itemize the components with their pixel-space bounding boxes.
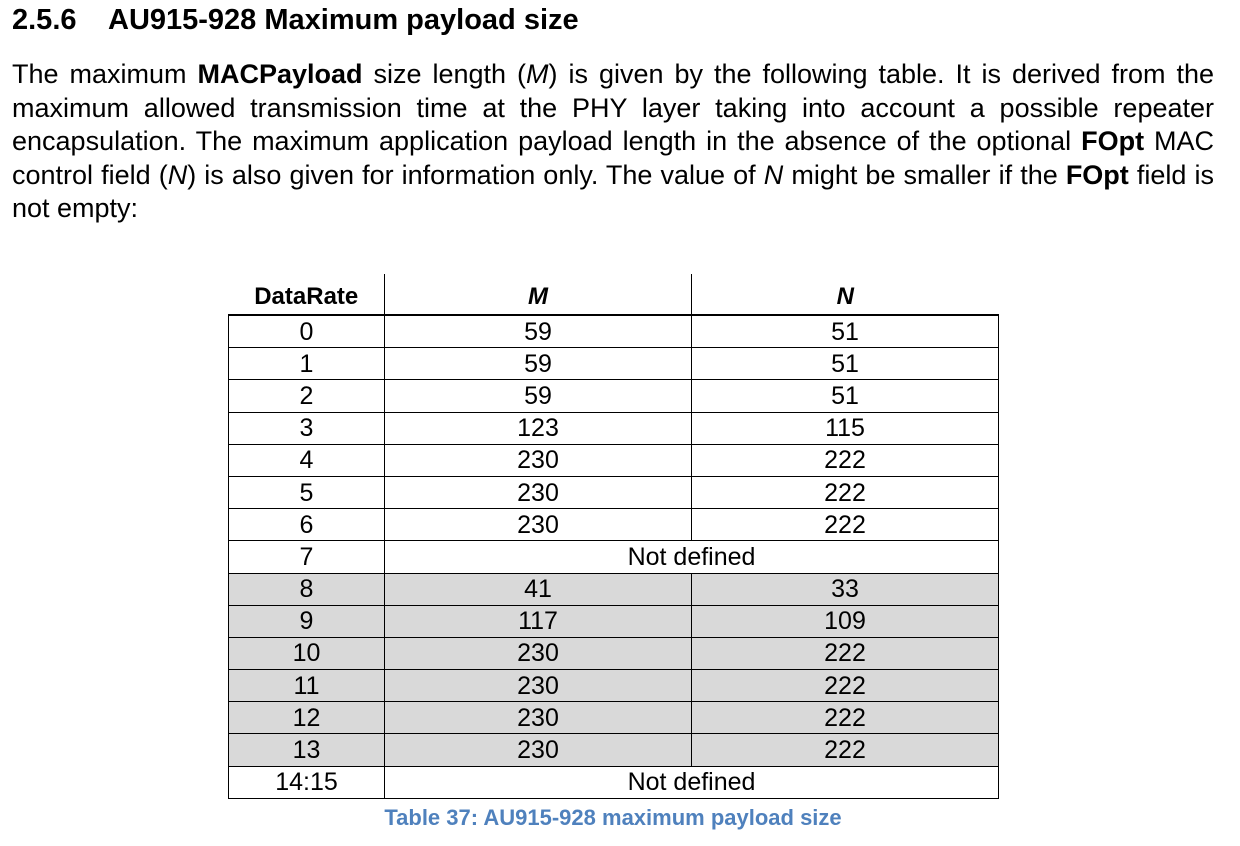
cell-datarate: 2 [229,380,385,412]
cell-m: 59 [385,348,692,380]
cell-m: 230 [385,476,692,508]
cell-n: 222 [692,476,999,508]
header-n: N [692,274,999,315]
para-italic-n: N [167,159,188,190]
cell-not-defined: Not defined [385,541,999,573]
cell-n: 115 [692,412,999,444]
cell-datarate: 3 [229,412,385,444]
table-row [229,766,999,798]
cell-n: 51 [692,315,999,348]
cell-m: 41 [385,573,692,605]
cell-datarate: 10 [229,637,385,669]
cell-datarate: 6 [229,509,385,541]
table-row [229,444,999,476]
cell-m: 230 [385,509,692,541]
cell-datarate: 8 [229,573,385,605]
cell-datarate: 11 [229,670,385,702]
header-datarate: DataRate [254,283,359,310]
cell-not-defined: Not defined [385,766,999,798]
cell-datarate: 12 [229,702,385,734]
cell-datarate: 0 [229,315,385,348]
cell-m: 230 [385,444,692,476]
cell-datarate: 14:15 [229,766,385,798]
para-text: might be smaller if the [783,159,1066,190]
table-row [229,476,999,508]
cell-n: 222 [692,702,999,734]
cell-n: 109 [692,605,999,637]
cell-n: 222 [692,637,999,669]
table-header-row [229,274,999,315]
cell-datarate: 7 [229,541,385,573]
para-text: ) is also given for information only. The value of [187,159,764,190]
para-italic-n: N [763,159,784,190]
table-row [229,541,999,573]
table-row [229,509,999,541]
para-italic-m: M [526,59,549,89]
cell-n: 33 [692,573,999,605]
table-row [229,412,999,444]
cell-datarate: 13 [229,734,385,766]
table-row [229,637,999,669]
header-m: M [385,274,692,315]
cell-m: 230 [385,670,692,702]
cell-m: 117 [385,605,692,637]
body-paragraph [12,58,1214,226]
cell-m: 59 [385,315,692,348]
cell-m: 230 [385,702,692,734]
cell-datarate: 9 [229,605,385,637]
cell-n: 51 [692,348,999,380]
para-text: field is not empty: [12,159,1214,224]
table-row [229,348,999,380]
para-bold-fopt: FOpt [1065,159,1129,190]
table-row [229,670,999,702]
payload-size-table [228,274,999,799]
table-row [229,380,999,412]
table-row [229,315,999,348]
section-title: AU915-928 Maximum payload size [108,4,579,36]
cell-m: 230 [385,637,692,669]
cell-m: 59 [385,380,692,412]
table-row [229,573,999,605]
table-caption: Table 37: AU915-928 maximum payload size [384,805,842,830]
cell-m: 230 [385,734,692,766]
table-row [229,734,999,766]
cell-n: 222 [692,509,999,541]
para-text: ) is given by the following table. It is derived from the maximum allowed transmission time at the PHY layer taking into account a possible repeater encapsulation. The maximum application payload length in the absence of the optional [12,59,1214,157]
cell-datarate: 1 [229,348,385,380]
table-body [229,315,999,798]
table-row [229,605,999,637]
cell-datarate: 4 [229,444,385,476]
cell-datarate: 5 [229,476,385,508]
cell-n: 222 [692,734,999,766]
para-text: size length ( [362,59,527,89]
para-bold-fopt: FOpt [1081,126,1145,157]
cell-n: 222 [692,444,999,476]
cell-m: 123 [385,412,692,444]
section-number: 2.5.6 [12,4,77,36]
para-text: The maximum [12,59,198,89]
table-row [229,702,999,734]
section-heading [12,4,579,37]
para-text: MAC control field ( [12,126,1215,190]
cell-n: 51 [692,380,999,412]
cell-n: 222 [692,670,999,702]
para-bold-macpayload: MACPayload [197,59,363,89]
